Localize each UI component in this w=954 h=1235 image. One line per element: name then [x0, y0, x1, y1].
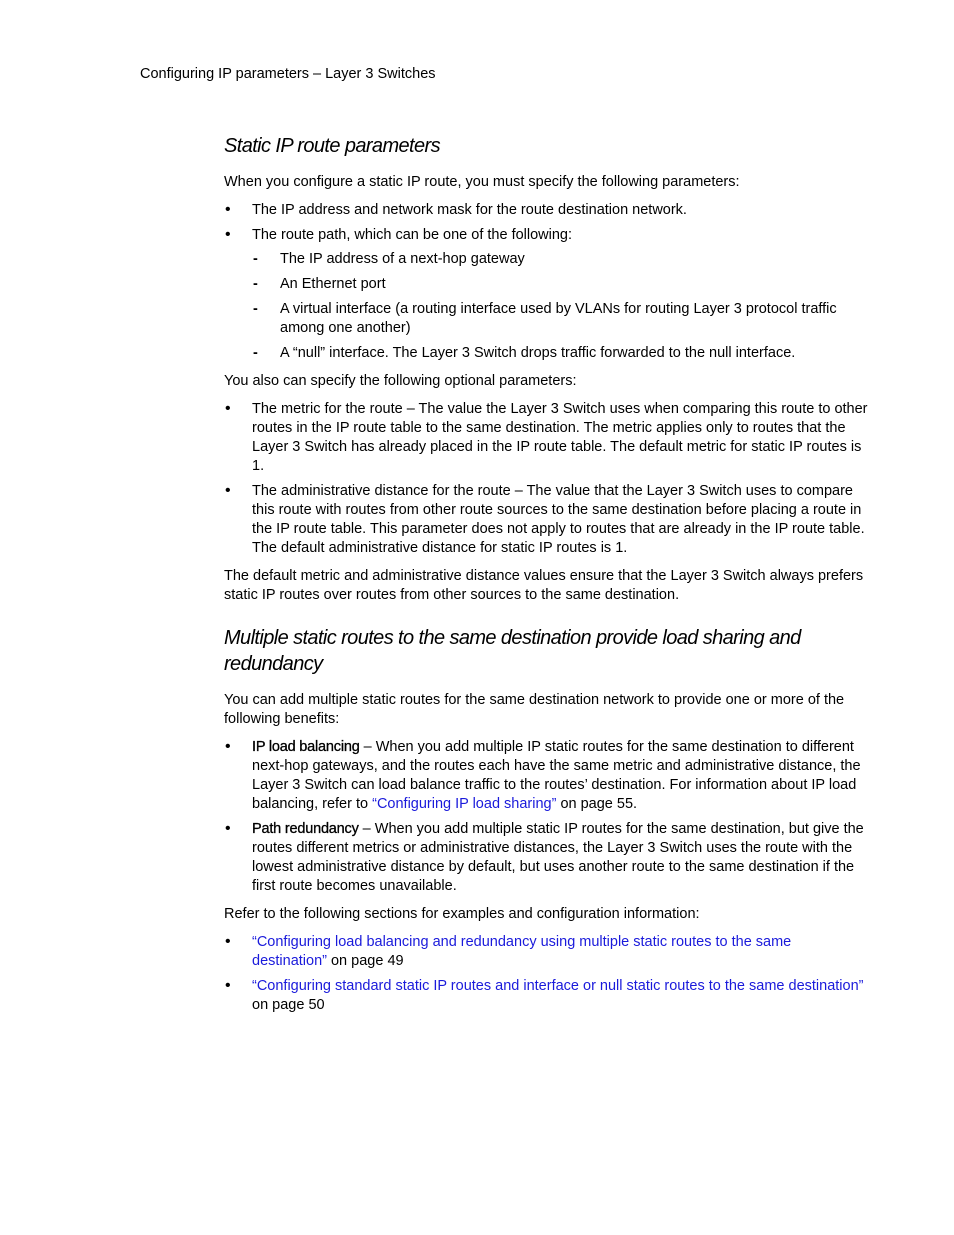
- paragraph-benefits-intro: You can add multiple static routes for the same destination network to provide one or more of the following benefits:: [224, 692, 845, 727]
- benefits-list: [224, 738, 870, 896]
- term-ip-load-balancing: IP load balancing: [252, 739, 360, 755]
- list-item: • The metric for the route – The value the Layer 3 Switch uses when comparing this route to other routes in the IP route table to the same destination. The metric applies only to routes that the Layer 3 Switch has already placed in the IP route table. The default metric for static IP routes is 1.: [224, 400, 870, 476]
- list-item: • IP load balancing – When you add multiple IP static routes for the same destination to different next-hop gateways, and the routes each have the same metric and administrative distance, the Layer 3 Switch can load balance traffic to the routes’ destination. For information about IP load balancing, refer to “Configuring IP load sharing” on page 55.: [224, 738, 870, 814]
- page-content: [224, 133, 870, 1015]
- references-list: [224, 933, 870, 1015]
- list-item: • The route path, which can be one of the following: - The IP address of a next-hop gateway - An Ethernet port - A virtual interface (a routing interface used by VLANs for routing Layer 3 protocol traffic among one another) - A “null” interface. The Layer 3 Switch drops traffic forwarded to the null interface.: [224, 226, 870, 363]
- link-configuring-standard-static-ip-routes[interactable]: “Configuring standard static IP routes and interface or null static routes to the same destination”: [252, 978, 864, 994]
- running-header: Configuring IP parameters – Layer 3 Switches: [140, 66, 436, 82]
- list-item: • Path redundancy – When you add multiple static IP routes for the same destination, but give the routes different metrics or administrative distances, the Layer 3 Switch uses the route with the lowest administrative distance by default, but uses another route to the same destination if the first route becomes unavailable.: [224, 820, 870, 896]
- link-configuring-load-balancing-and-redundancy[interactable]: “Configuring load balancing and redundancy using multiple static routes to the same destination”: [252, 934, 792, 969]
- list-item: - The IP address of a next-hop gateway: [252, 250, 870, 269]
- paragraph-optional-intro: You also can specify the following optional parameters:: [224, 373, 577, 389]
- paragraph-defaults: The default metric and administrative distance values ensure that the Layer 3 Switch always prefers static IP routes over routes from other sources to the same destination.: [224, 568, 864, 603]
- term-path-redundancy: Path redundancy: [252, 821, 359, 837]
- route-path-list: [252, 250, 870, 363]
- paragraph-required-intro: When you configure a static IP route, you must specify the following parameters:: [224, 174, 740, 190]
- paragraph-refer-intro: Refer to the following sections for examples and configuration information:: [224, 906, 700, 922]
- list-item: • The administrative distance for the route – The value that the Layer 3 Switch uses to compare this route with routes from other route sources to the same destination before placing a route in the IP route table. This parameter does not apply to routes that are already in the IP route table. The default administrative distance for static IP routes is 1.: [224, 482, 870, 558]
- link-configuring-ip-load-sharing[interactable]: “Configuring IP load sharing”: [372, 796, 557, 812]
- list-item: • “Configuring load balancing and redundancy using multiple static routes to the same destination” on page 49: [224, 933, 870, 971]
- required-parameters-list: [224, 201, 870, 363]
- list-item: - A virtual interface (a routing interface used by VLANs for routing Layer 3 protocol traffic among one another): [252, 300, 870, 338]
- list-item: - An Ethernet port: [252, 275, 870, 294]
- list-item: - A “null” interface. The Layer 3 Switch drops traffic forwarded to the null interface.: [252, 344, 870, 363]
- optional-parameters-list: [224, 400, 870, 558]
- list-item: • “Configuring standard static IP routes and interface or null static routes to the same destination” on page 50: [224, 977, 870, 1015]
- section-heading-multiple-static-routes: Multiple static routes to the same destination provide load sharing and redundancy: [224, 627, 801, 675]
- section-heading-static-ip-route-parameters: Static IP route parameters: [224, 135, 440, 157]
- list-item: • The IP address and network mask for the route destination network.: [224, 201, 870, 220]
